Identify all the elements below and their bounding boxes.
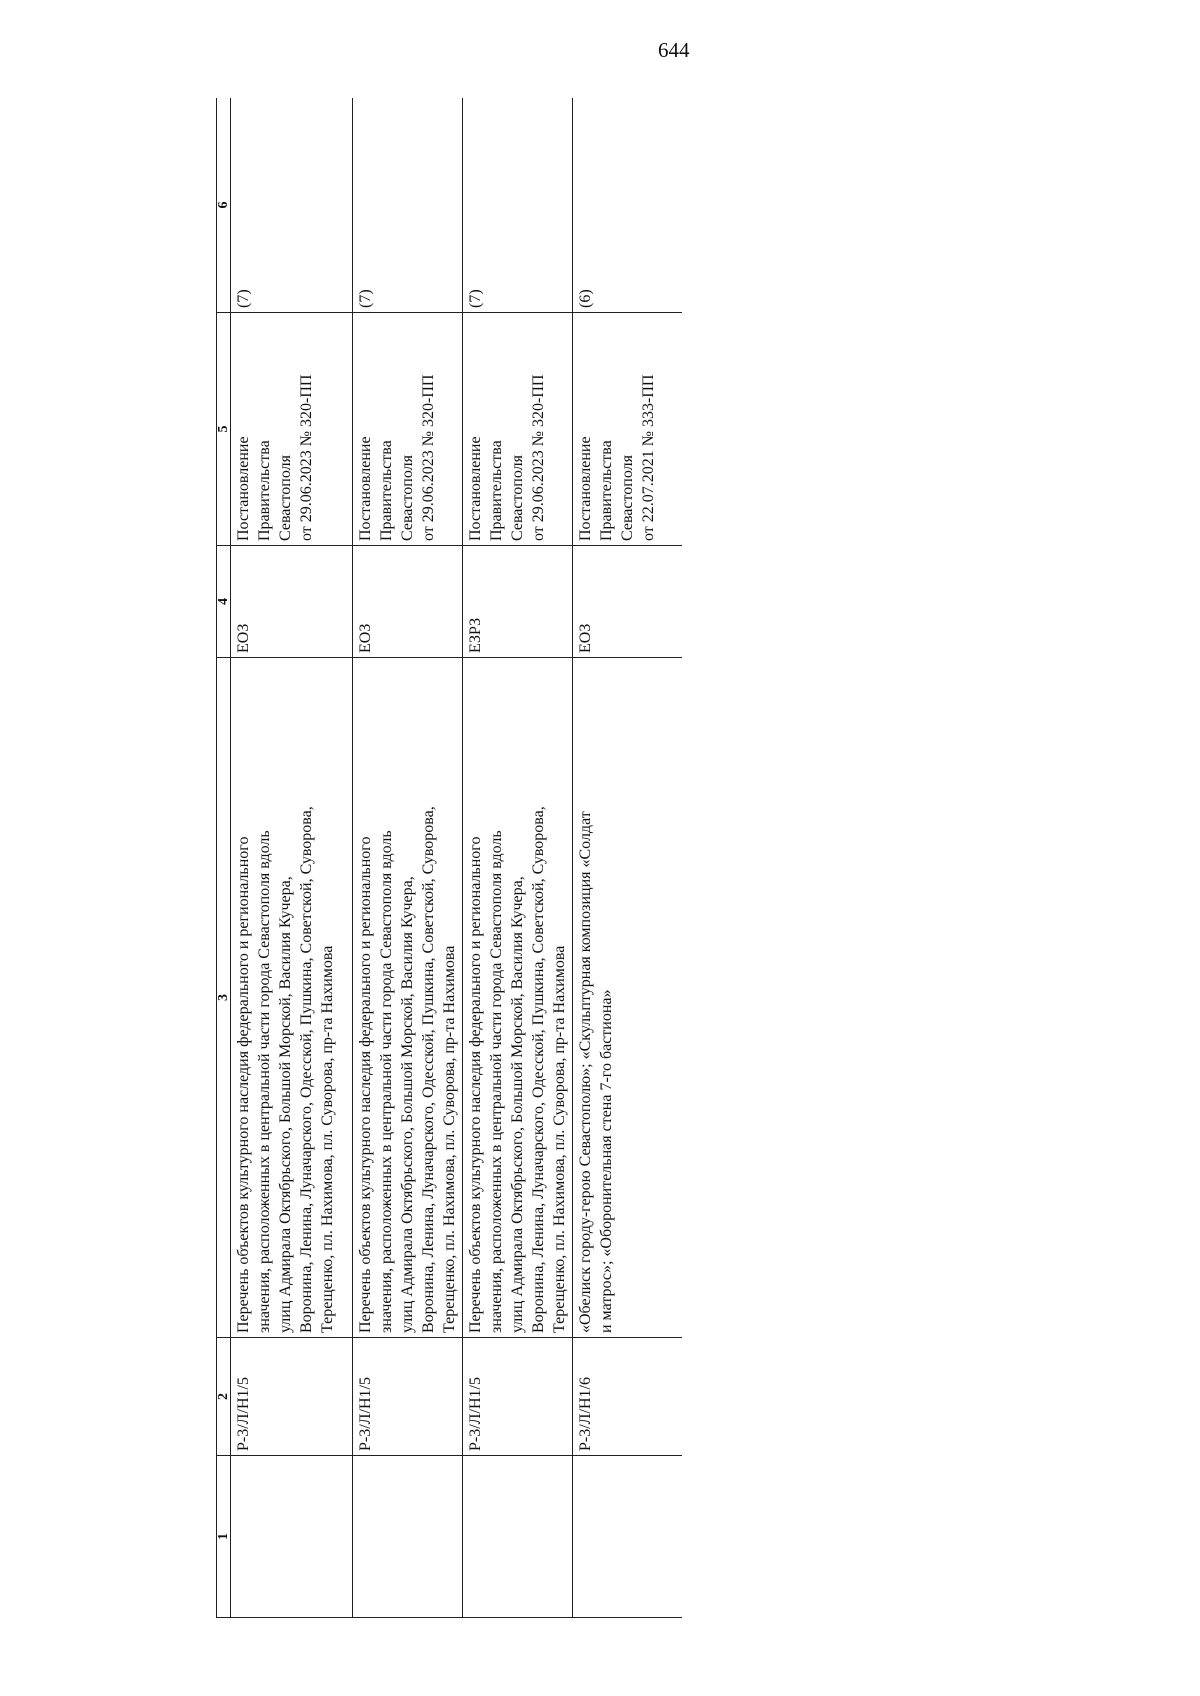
- description-cell: Перечень объектов культурного наследия федерального и регионального значения, расположенных в центральной части города Севастополя вдоль улиц Адмирала Октябрьского, Большой Морской, Василия Кучера, Воронина, Ленина, Луначарского, Одесской, Пушкина, Советской, Суворова, Терещенко, пл. Нахимова, пл. Суворова, пр-та Нахимова: [353, 658, 463, 1338]
- rotated-page-content: [216, 98, 682, 1618]
- table-row: [231, 98, 353, 1618]
- zone-cell: ЕОЗ: [353, 546, 463, 658]
- header-col-4: 4: [217, 546, 231, 658]
- code-cell: Р-3/Л/Н1/5: [463, 1338, 573, 1456]
- document-cell: Постановление Правительства Севастополя от 29.06.2023 № 320-ПП: [231, 313, 353, 546]
- regulation-table: [216, 98, 682, 1618]
- note-cell: (6): [573, 98, 683, 313]
- zone-cell: ЕЗРЗ: [463, 546, 573, 658]
- note-cell: (7): [353, 98, 463, 313]
- zone-cell: ЕОЗ: [573, 546, 683, 658]
- table-row: [573, 98, 683, 1618]
- table-row: [463, 98, 573, 1618]
- page-number: 644: [658, 38, 690, 62]
- document-cell: Постановление Правительства Севастополя от 29.06.2023 № 320-ПП: [463, 313, 573, 546]
- code-cell: Р-3/Л/Н1/5: [353, 1338, 463, 1456]
- code-cell: Р-3/Л/Н1/5: [231, 1338, 353, 1456]
- row-number-cell: [353, 1456, 463, 1618]
- header-col-2: 2: [217, 1338, 231, 1456]
- note-cell: (7): [463, 98, 573, 313]
- table-frame: [216, 98, 682, 1618]
- description-cell: «Обелиск городу-герою Севастополю»; «Скульптурная композиция «Солдат и матрос»; «Оборонительная стена 7-го бастиона»: [573, 658, 683, 1338]
- document-cell: Постановление Правительства Севастополя от 22.07.2021 № 333-ПП: [573, 313, 683, 546]
- header-col-3: 3: [217, 658, 231, 1338]
- document-cell: Постановление Правительства Севастополя от 29.06.2023 № 320-ПП: [353, 313, 463, 546]
- header-col-5: 5: [217, 313, 231, 546]
- row-number-cell: [231, 1456, 353, 1618]
- note-cell: (7): [231, 98, 353, 313]
- header-col-1: 1: [217, 1456, 231, 1618]
- zone-cell: ЕОЗ: [231, 546, 353, 658]
- header-col-6: 6: [217, 98, 231, 313]
- row-number-cell: [463, 1456, 573, 1618]
- code-cell: Р-3/Л/Н1/6: [573, 1338, 683, 1456]
- row-number-cell: [573, 1456, 683, 1618]
- table-row: [353, 98, 463, 1618]
- description-cell: Перечень объектов культурного наследия федерального и регионального значения, расположенных в центральной части города Севастополя вдоль улиц Адмирала Октябрьского, Большой Морской, Василия Кучера, Воронина, Ленина, Луначарского, Одесской, Пушкина, Советской, Суворова, Терещенко, пл. Нахимова, пл. Суворова, пр-та Нахимова: [231, 658, 353, 1338]
- description-cell: Перечень объектов культурного наследия федерального и регионального значения, расположенных в центральной части города Севастополя вдоль улиц Адмирала Октябрьского, Большой Морской, Василия Кучера, Воронина, Ленина, Луначарского, Одесской, Пушкина, Советской, Суворова, Терещенко, пл. Нахимова, пл. Суворова, пр-та Нахимова: [463, 658, 573, 1338]
- header-row: [217, 98, 231, 1618]
